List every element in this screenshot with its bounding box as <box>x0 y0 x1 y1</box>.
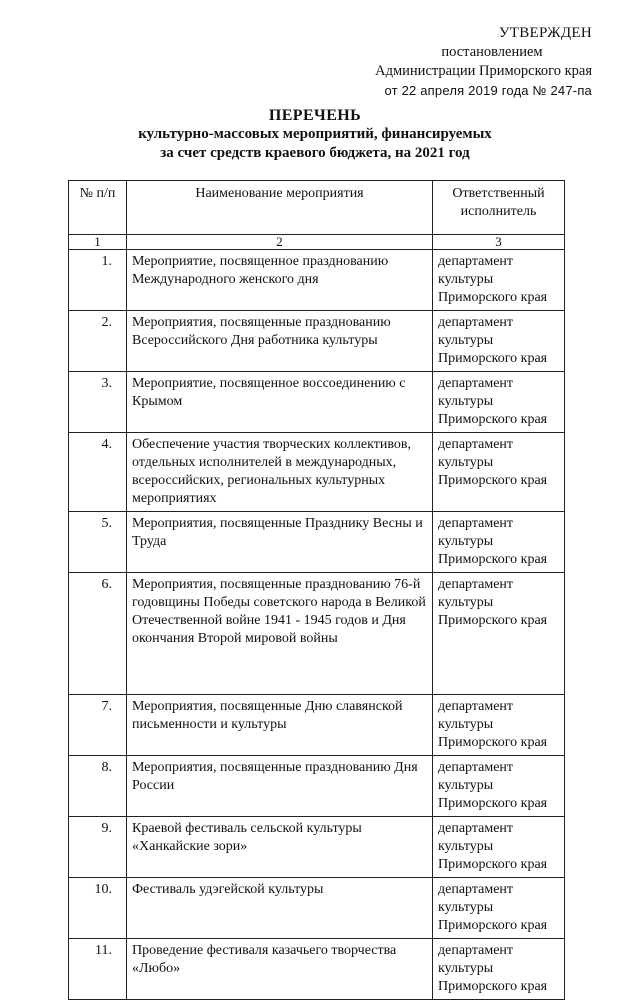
row-responsible: департамент культуры Приморского края <box>433 878 565 939</box>
row-responsible: департамент культуры Приморского края <box>433 433 565 512</box>
row-number: 5. <box>69 512 127 573</box>
row-event-name: Мероприятия, посвященные празднованию Дня России <box>127 756 433 817</box>
row-responsible: департамент культуры Приморского края <box>433 695 565 756</box>
row-number: 10. <box>69 878 127 939</box>
row-responsible: департамент культуры Приморского края <box>433 817 565 878</box>
header-event-name: Наименование мероприятия <box>127 181 433 235</box>
table-row <box>69 695 565 756</box>
column-index: 2 <box>127 235 433 250</box>
events-table <box>68 180 565 1000</box>
title-main: ПЕРЕЧЕНЬ <box>268 107 362 124</box>
row-responsible: департамент культуры Приморского края <box>433 512 565 573</box>
row-number: 8. <box>69 756 127 817</box>
table-row <box>69 939 565 1000</box>
table-row <box>69 372 565 433</box>
row-number: 7. <box>69 695 127 756</box>
row-event-name: Проведение фестиваля казачьего творчества «Любо» <box>127 939 433 1000</box>
column-index: 1 <box>69 235 127 250</box>
row-number: 4. <box>69 433 127 512</box>
row-event-name: Обеспечение участия творческих коллективов, отдельных исполнителей в международных, всероссийских, региональных культурных мероприятиях <box>127 433 433 512</box>
table-row <box>69 433 565 512</box>
table-row <box>69 878 565 939</box>
table-row <box>69 756 565 817</box>
row-event-name: Фестиваль удэгейской культуры <box>127 878 433 939</box>
row-event-name: Мероприятия, посвященные празднованию 76-й годовщины Победы советского народа в Великой Отечественной войне 1941 - 1945 годов и Дня окончания Второй мировой войны <box>127 573 433 695</box>
row-event-name: Мероприятия, посвященные празднованию Всероссийского Дня работника культуры <box>127 311 433 372</box>
row-number: 11. <box>69 939 127 1000</box>
row-responsible: департамент культуры Приморского края <box>433 311 565 372</box>
header-responsible: Ответственный исполнитель <box>433 181 565 235</box>
approval-line-1: постановлением <box>441 44 543 60</box>
row-responsible: департамент культуры Приморского края <box>433 250 565 311</box>
approval-heading: УТВЕРЖДЕН <box>498 25 592 41</box>
table-row <box>69 512 565 573</box>
row-number: 6. <box>69 573 127 695</box>
table-row <box>69 573 565 695</box>
row-event-name: Мероприятия, посвященные Празднику Весны и Труда <box>127 512 433 573</box>
row-event-name: Мероприятия, посвященные Дню славянской письменности и культуры <box>127 695 433 756</box>
row-responsible: департамент культуры Приморского края <box>433 573 565 695</box>
row-responsible: департамент культуры Приморского края <box>433 939 565 1000</box>
title-line-1: культурно-массовых мероприятий, финансируемых <box>138 126 492 142</box>
row-event-name: Краевой фестиваль сельской культуры «Ханкайские зори» <box>127 817 433 878</box>
row-number: 2. <box>69 311 127 372</box>
table-row <box>69 250 565 311</box>
table-row <box>69 311 565 372</box>
column-index: 3 <box>433 235 565 250</box>
approval-stamp <box>332 24 592 100</box>
row-event-name: Мероприятие, посвященное празднованию Международного женского дня <box>127 250 433 311</box>
table-header-row <box>69 181 565 235</box>
approval-line-2: Администрации Приморского края <box>375 63 592 79</box>
approval-decree: от 22 апреля 2019 года № 247-па <box>384 83 592 98</box>
column-index-row <box>69 235 565 250</box>
row-number: 9. <box>69 817 127 878</box>
row-event-name: Мероприятие, посвященное воссоединению с Крымом <box>127 372 433 433</box>
row-responsible: департамент культуры Приморского края <box>433 372 565 433</box>
table-row <box>69 817 565 878</box>
document-title <box>0 106 630 163</box>
header-number: № п/п <box>69 181 127 235</box>
row-responsible: департамент культуры Приморского края <box>433 756 565 817</box>
row-number: 3. <box>69 372 127 433</box>
title-line-2: за счет средств краевого бюджета, на 2021 год <box>160 145 470 161</box>
row-number: 1. <box>69 250 127 311</box>
